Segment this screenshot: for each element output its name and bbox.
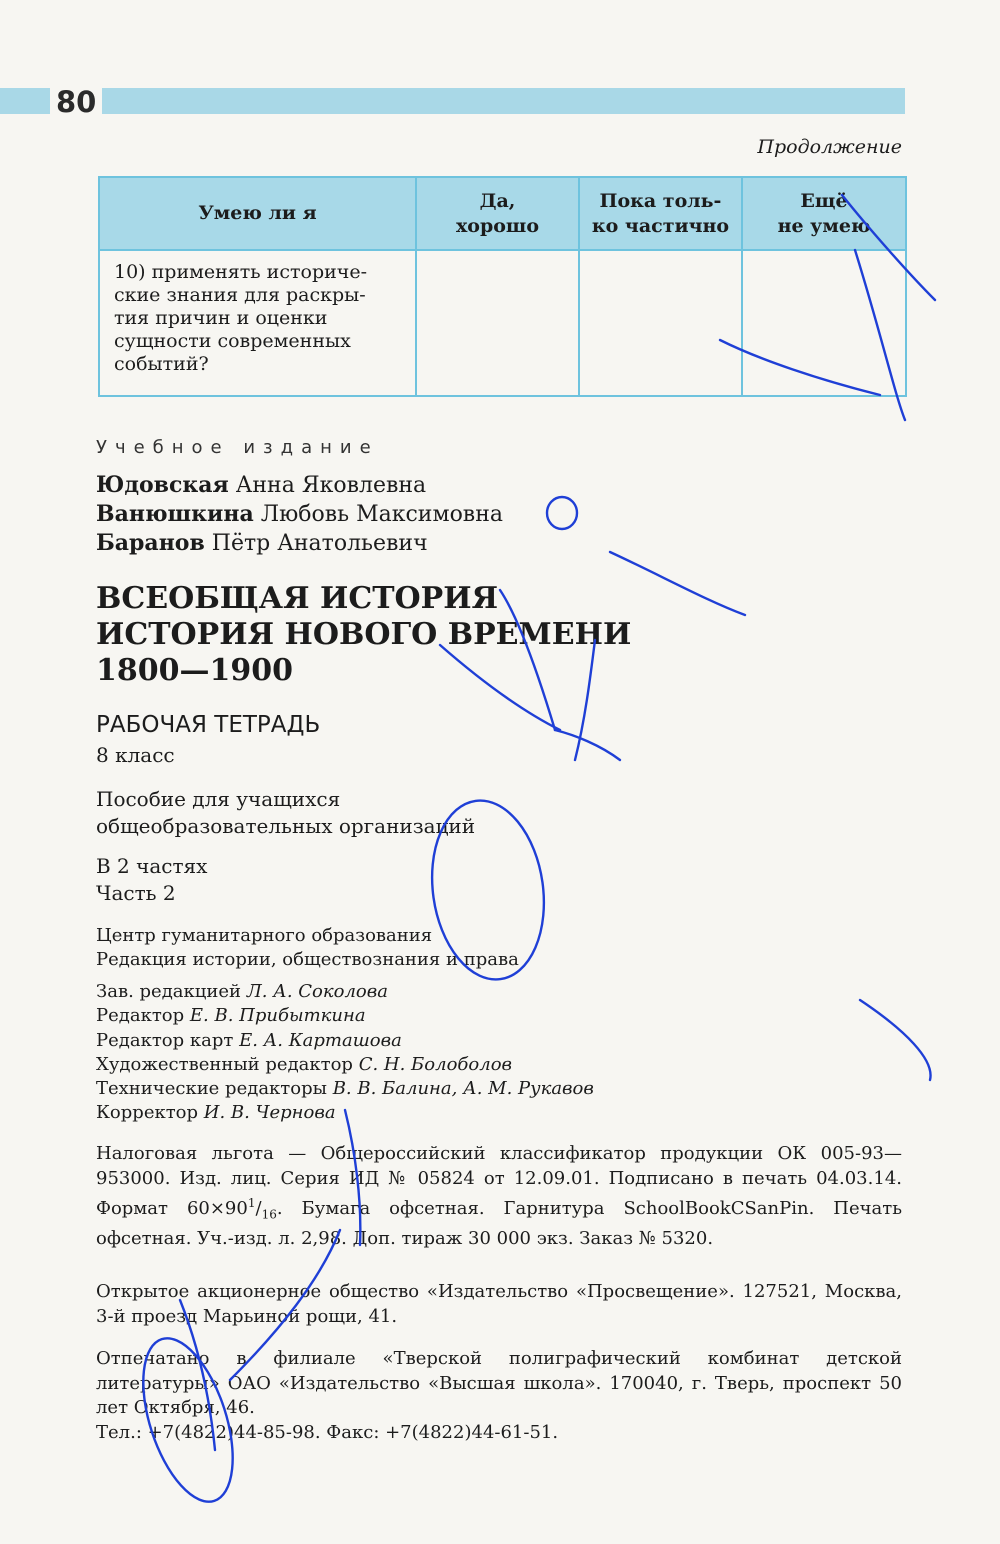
publisher-info: Открытое акционерное общество «Издательство «Просвещение». 127521, Москва, 3-й проезд Марьиной рощи, 41. (96, 1281, 902, 1327)
grade-label: 8 класс (96, 743, 175, 767)
author-line: Юдовская Анна Яковлевна (96, 472, 427, 498)
staff-list (96, 980, 902, 1126)
answer-cell-not-yet[interactable] (742, 250, 906, 396)
book-title: ВСЕОБЩАЯ ИСТОРИЯ ИСТОРИЯ НОВОГО ВРЕМЕНИ 1800—1900 (96, 581, 632, 688)
author-line: Баранов Пётр Анатольевич (96, 530, 428, 556)
authors-list (96, 471, 902, 558)
header-can-i: Умею ли я (99, 177, 416, 250)
staff-line: Зав. редакцией Л. А. Соколова (96, 981, 388, 1002)
staff-line: Художественный редактор С. Н. Болоболов (96, 1053, 513, 1075)
skill-cell: 10) применять историче- ские знания для раскры- тия причин и оценки сущности современных событий? (99, 250, 416, 396)
tax-info: Налоговая льгота — Общероссийский классификатор продукции ОК 005-93—953000. Изд. лиц. Серия ИД № 05824 от 12.09.01. Подписано в печать 04.03.14. Формат $60\times 90^1/_{16}$. Бумага офсетная. Гарнитура SchoolBookCSanPin. Печать офсетная. Уч.-изд. л. 2,98. Доп. тираж 30 000 экз. Заказ № 5320. (96, 1143, 903, 1250)
header-partially: Пока толь- ко частично (579, 177, 742, 250)
parts-info: В 2 частях Часть 2 (96, 854, 208, 905)
header-yes-well: Да, хорошо (416, 177, 579, 250)
workbook-title: РАБОЧАЯ ТЕТРАДЬ (96, 712, 321, 738)
staff-line: Редактор карт Е. А. Карташова (96, 1029, 402, 1051)
edition-label: Учебное издание (96, 437, 379, 458)
page-header-band (0, 88, 905, 114)
printer-info: Отпечатано в филиале «Тверской полиграфический комбинат детской литературы» ОАО «Издательство «Высшая школа». 170040, г. Тверь, проспект 50 лет Октября, 46. Тел.: +7(4822)44-85-98. Факс: +7(4822)44-61-51. (96, 1348, 902, 1443)
table-row (99, 250, 906, 396)
staff-line: Корректор И. В. Чернова (96, 1102, 336, 1124)
header-not-yet: Ещё не умею (742, 177, 906, 250)
staff-line: Технические редакторы В. В. Балина, А. М. Рукавов (96, 1078, 594, 1100)
continuation-label: Продолжение (757, 136, 902, 158)
author-line: Ванюшкина Любовь Максимовна (96, 501, 503, 527)
answer-cell-yes[interactable] (416, 250, 579, 396)
page-number: 80 (50, 86, 102, 118)
answer-cell-partially[interactable] (579, 250, 742, 396)
skills-table (98, 176, 907, 397)
table-header-row (99, 177, 906, 250)
editorial-office: Центр гуманитарного образования Редакция истории, обществознания и права (96, 925, 519, 970)
audience-text: Пособие для учащихся общеобразовательных организаций (96, 787, 476, 838)
staff-line: Редактор Е. В. Прибыткина (96, 1005, 366, 1027)
